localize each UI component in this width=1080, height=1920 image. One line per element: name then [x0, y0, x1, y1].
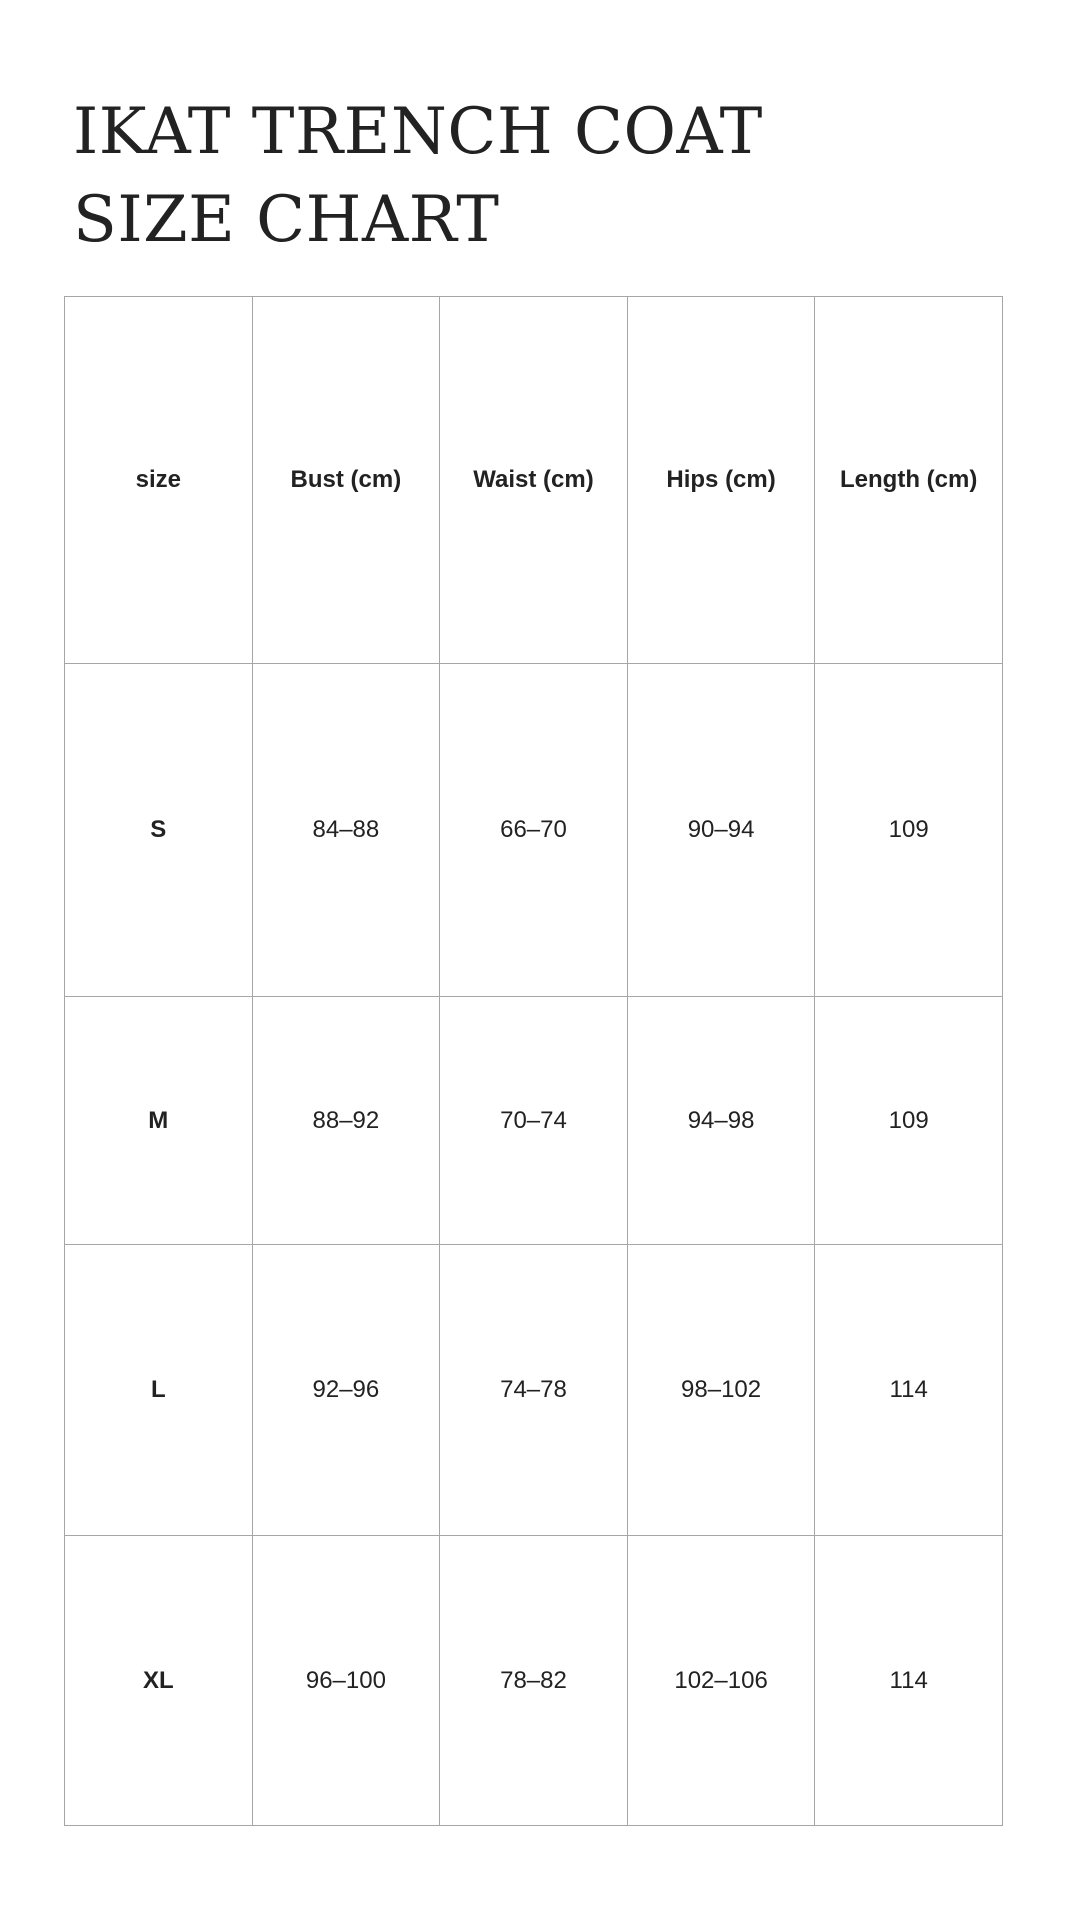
size-cell: XL	[65, 1536, 253, 1826]
size-cell: S	[65, 664, 253, 997]
hips-cell: 94–98	[627, 997, 815, 1245]
title-line-2: SIZE CHART	[73, 183, 500, 257]
waist-cell: 74–78	[440, 1245, 628, 1536]
size-cell: L	[65, 1245, 253, 1536]
header-length: Length (cm)	[815, 297, 1003, 664]
hips-cell: 98–102	[627, 1245, 815, 1536]
table-row	[65, 1536, 1003, 1826]
header-hips: Hips (cm)	[627, 297, 815, 664]
bust-cell: 92–96	[252, 1245, 440, 1536]
length-cell: 109	[815, 664, 1003, 997]
table-row	[65, 664, 1003, 997]
page-title	[73, 88, 763, 264]
waist-cell: 70–74	[440, 997, 628, 1245]
header-bust: Bust (cm)	[252, 297, 440, 664]
header-size: size	[65, 297, 253, 664]
table-row	[65, 1245, 1003, 1536]
length-cell: 109	[815, 997, 1003, 1245]
hips-cell: 102–106	[627, 1536, 815, 1826]
length-cell: 114	[815, 1536, 1003, 1826]
bust-cell: 88–92	[252, 997, 440, 1245]
size-chart-table	[64, 296, 1003, 1826]
table-header-row	[65, 297, 1003, 664]
bust-cell: 84–88	[252, 664, 440, 997]
waist-cell: 78–82	[440, 1536, 628, 1826]
length-cell: 114	[815, 1245, 1003, 1536]
title-line-1: IKAT TRENCH COAT	[73, 95, 763, 169]
table-row	[65, 997, 1003, 1245]
bust-cell: 96–100	[252, 1536, 440, 1826]
size-cell: M	[65, 997, 253, 1245]
waist-cell: 66–70	[440, 664, 628, 997]
hips-cell: 90–94	[627, 664, 815, 997]
header-waist: Waist (cm)	[440, 297, 628, 664]
